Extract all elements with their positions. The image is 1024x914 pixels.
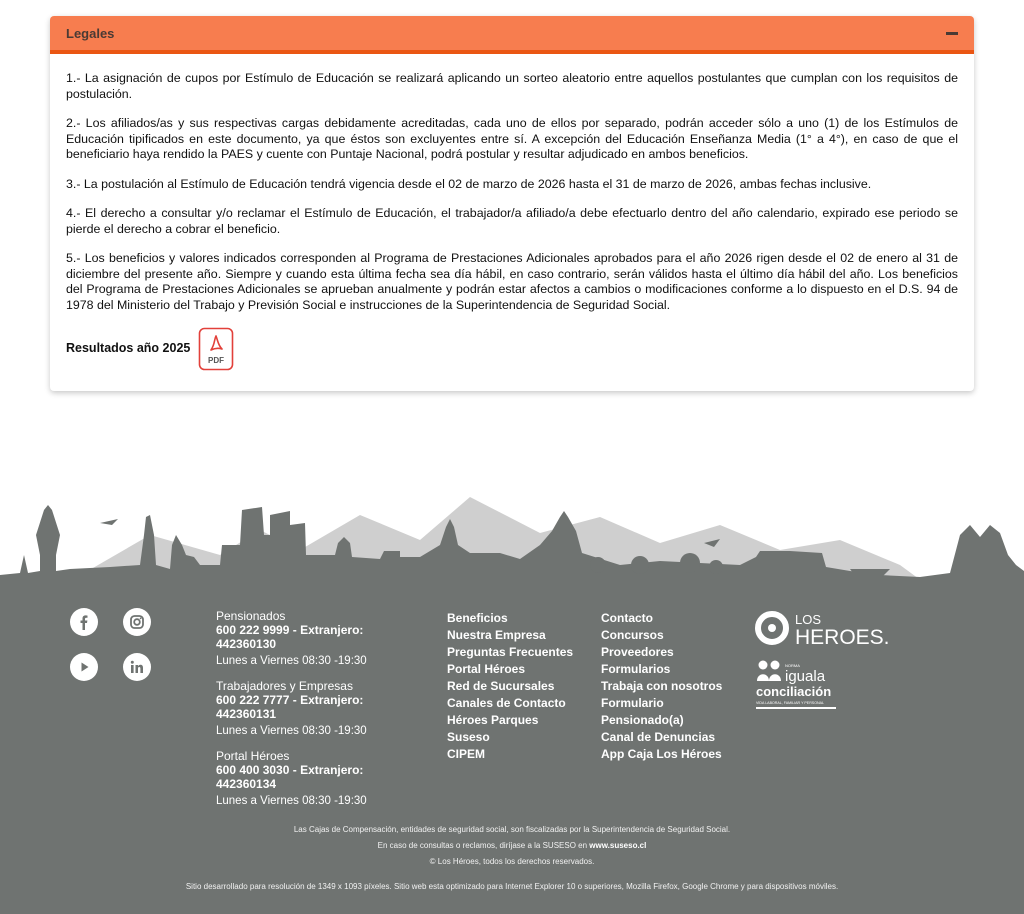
pdf-download-icon[interactable] — [198, 327, 234, 371]
footer-link-canales-de-contacto[interactable]: Canales de Contacto — [447, 696, 566, 710]
legal-paragraph-4: 4.- El derecho a consultar y/o reclamar el Estímulo de Educación, el trabajador/a afiliado/a debe efectuarlo dentro del año calendario, expirado ese periodo se pierde el derecho a cobrar el beneficio. — [66, 206, 958, 236]
contact-phone[interactable]: 600 400 3030 - Extranjero: 442360134 — [216, 763, 364, 791]
legal-paragraph-2: 2.- Los afiliados/as y sus respectivas cargas debidamente acreditadas, cada uno de ellos por separado, podrán acceder sólo a uno (1) de los Estímulos de Educación tipificados en este documento, ya que éstos son excluyentes entre sí. A excepción del Educación Enseñanza Media (1° a 4°), en caso de que el beneficiario haya rendido la PAES y cuente con Puntaje Nacional, podrá postular y resultar adjudicado en ambos beneficios. — [66, 116, 958, 161]
suseso-link[interactable]: www.suseso.cl — [589, 841, 647, 850]
footer-link-portal-heroes[interactable]: Portal Héroes — [447, 662, 526, 676]
contact-pensionados — [216, 609, 416, 668]
contact-title: Pensionados — [216, 609, 286, 623]
linkedin-icon[interactable] — [123, 653, 151, 681]
legal-line-2-text: En caso de consultas o reclamos, diríjase a la SUSESO en — [377, 841, 588, 850]
footer-link-formularios[interactable]: Formularios — [601, 662, 671, 676]
contact-hours: Lunes a Viernes 08:30 -19:30 — [216, 655, 367, 667]
seal-subtext: VIDA LABORAL, FAMILIAR Y PERSONAL — [756, 701, 824, 705]
footer-link-trabaja-con-nosotros[interactable]: Trabaja con nosotros — [601, 679, 723, 693]
footer-link-nuestra-empresa[interactable]: Nuestra Empresa — [447, 628, 546, 642]
contact-info — [216, 609, 416, 819]
contact-hours: Lunes a Viernes 08:30 -19:30 — [216, 795, 367, 807]
legales-accordion-header[interactable] — [50, 16, 974, 54]
contact-phone[interactable]: 600 222 9999 - Extranjero: 442360130 — [216, 623, 364, 651]
footer-link-app-caja-los-heroes[interactable]: App Caja Los Héroes — [601, 747, 722, 761]
footer-link-red-de-sucursales[interactable]: Red de Sucursales — [447, 679, 555, 693]
legal-line-2 — [0, 840, 1024, 851]
footer-link-contacto[interactable]: Contacto — [601, 611, 653, 625]
logo-text-heroes: HEROES. — [795, 626, 890, 648]
legal-line-4: Sitio desarrollado para resolución de 1349 x 1093 píxeles. Sitio web esta optimizado para Internet Explorer 10 o superiores, Mozilla Firefox, Google Chrome y para dispositivos móviles. — [185, 882, 839, 891]
footer-link-canal-de-denuncias[interactable]: Canal de Denuncias — [601, 730, 716, 744]
footer-link-concursos[interactable]: Concursos — [601, 628, 664, 642]
footer-link-formulario-pensionado[interactable]: Formulario Pensionado(a) — [601, 696, 684, 727]
legal-paragraph-3: 3.- La postulación al Estímulo de Educación tendrá vigencia desde el 02 de marzo de 2026 hasta el 31 de marzo de 2026, ambas fechas inclusive. — [66, 176, 872, 191]
collapse-minus-icon[interactable] — [944, 25, 960, 41]
seal-conciliacion-text: conciliación — [756, 684, 832, 699]
seal-small-text: NORMA — [785, 663, 800, 668]
brand-logos — [755, 608, 895, 711]
city-skyline-illustration — [0, 495, 1024, 587]
footer-link-beneficios[interactable]: Beneficios — [447, 611, 508, 625]
footer-link-cipem[interactable]: CIPEM — [447, 747, 486, 761]
contact-title: Portal Héroes — [216, 749, 290, 763]
contact-phone[interactable]: 600 222 7777 - Extranjero: 442360131 — [216, 693, 364, 721]
contact-title: Trabajadores y Empresas — [216, 679, 353, 693]
legal-paragraph-1: 1.- La asignación de cupos por Estímulo de Educación se realizará aplicando un sorteo aleatorio entre aquellos postulantes que cumplan con los requisitos de postulación. — [66, 71, 958, 101]
facebook-icon[interactable] — [70, 608, 98, 636]
legales-content — [50, 54, 974, 371]
results-label: Resultados año 2025 — [66, 341, 191, 356]
contact-portal-heroes — [216, 749, 416, 808]
results-row — [66, 327, 958, 371]
legales-panel — [50, 16, 974, 391]
instagram-icon[interactable] — [123, 608, 151, 636]
legal-line-1: Las Cajas de Compensación, entidades de seguridad social, son fiscalizadas por la Superintendencia de Seguridad Social. — [293, 825, 731, 834]
footer-links-column-2 — [601, 610, 731, 763]
logo-text-los: LOS — [795, 612, 822, 627]
contact-hours: Lunes a Viernes 08:30 -19:30 — [216, 725, 367, 737]
footer-link-preguntas-frecuentes[interactable]: Preguntas Frecuentes — [447, 645, 574, 659]
footer-link-suseso[interactable]: Suseso — [447, 730, 490, 744]
legal-paragraph-5: 5.- Los beneficios y valores indicados corresponden al Programa de Prestaciones Adicionales aprobados para el año 2026 rigen desde el 02 de enero al 31 de diciembre del presente año. Siempre y cuando esta última fecha sea día hábil, en caso contrario, serán válidos hasta el último día hábil del año. Los beneficios del Programa de Prestaciones Adicionales se aprueban anualmente y podrán estar afectos a cambios o modificaciones conforme a lo dispuesto en el D.S. 94 de 1978 del Ministerio del Trabajo y Previsión Social e instrucciones de la Superintendencia de Seguridad Social. — [66, 251, 958, 312]
youtube-icon[interactable] — [70, 653, 98, 681]
pdf-label: PDF — [208, 356, 225, 365]
los-heroes-logo[interactable] — [755, 608, 895, 648]
legales-title: Legales — [66, 25, 115, 41]
iguala-conciliacion-seal — [755, 659, 845, 711]
seal-iguala-text: iguala — [785, 668, 826, 685]
contact-trabajadores — [216, 679, 416, 738]
footer-link-heroes-parques[interactable]: Héroes Parques — [447, 713, 539, 727]
footer-links-column-1 — [447, 610, 573, 763]
legal-notice — [0, 824, 1024, 897]
legal-line-3: © Los Héroes, todos los derechos reservados. — [429, 857, 595, 866]
footer-link-proveedores[interactable]: Proveedores — [601, 645, 674, 659]
site-footer — [0, 584, 1024, 914]
